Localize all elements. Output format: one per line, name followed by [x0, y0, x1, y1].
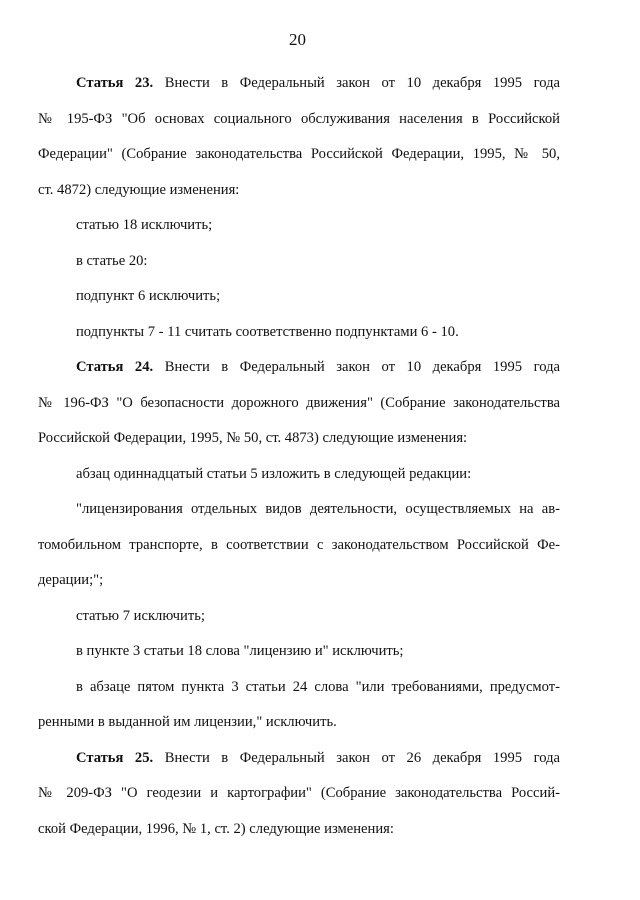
page-number: 20	[289, 30, 306, 49]
article-25-heading: Статья 25.	[76, 749, 154, 766]
article-24-line-1-text: Внести в Федеральный закон от 10 декабря 1995 года	[153, 359, 560, 375]
article-24	[38, 350, 560, 741]
article-23-line-1	[38, 66, 560, 102]
article-23-item-2: в статье 20:	[76, 252, 148, 269]
article-23-item-4: подпункты 7 - 11 считать соответственно подпунктами 6 - 10.	[76, 323, 459, 340]
article-25-line-2: № 209-ФЗ "О геодезии и картографии" (Собрание законодательства Россий-	[38, 785, 560, 801]
article-24-line-3: Российской Федерации, 1995, № 50, ст. 4873) следующие изменения:	[38, 430, 468, 446]
article-24-item-3: в пункте 3 статьи 18 слова "лицензию и" исключить;	[76, 643, 404, 659]
article-24-quote-1: "лицензирования отдельных видов деятельности, осуществляемых на ав-	[76, 501, 560, 517]
article-24-item-4a: в абзаце пятом пункта 3 статьи 24 слова "или требованиями, предусмот-	[76, 678, 560, 695]
article-25-line-1	[38, 741, 560, 777]
article-25-line-3: ской Федерации, 1996, № 1, ст. 2) следующие изменения:	[38, 820, 394, 837]
article-23	[38, 66, 560, 350]
article-24-item-2: статью 7 исключить;	[76, 607, 205, 624]
article-25-line-1-text: Внести в Федеральный закон от 26 декабря 1995 года	[153, 749, 560, 766]
article-24-line-2: № 196-ФЗ "О безопасности дорожного движения" (Собрание законодательства	[38, 394, 560, 411]
article-24-quote-2: томобильном транспорте, в соответствии с законодательством Российской Фе-	[38, 536, 560, 553]
article-24-line-1	[38, 350, 560, 386]
article-23-heading: Статья 23.	[76, 75, 154, 91]
article-24-item-4b: ренными в выданной им лицензии," исключить.	[38, 714, 337, 730]
article-24-quote-3: дерации;";	[38, 572, 104, 588]
article-24-item-1: абзац одиннадцатый статьи 5 изложить в следующей редакции:	[76, 465, 472, 482]
article-23-line-4: ст. 4872) следующие изменения:	[38, 181, 240, 198]
document-body	[38, 66, 560, 847]
article-23-line-3: Федерации" (Собрание законодательства Российской Федерации, 1995, № 50,	[38, 146, 560, 162]
article-23-line-2: № 195-ФЗ "Об основах социального обслуживания населения в Российской	[38, 110, 560, 127]
article-24-heading: Статья 24.	[76, 359, 154, 375]
article-23-line-1-text: Внести в Федеральный закон от 10 декабря 1995 года	[153, 75, 560, 91]
article-25	[38, 741, 560, 848]
article-23-item-3: подпункт 6 исключить;	[76, 288, 221, 304]
article-23-item-1: статью 18 исключить;	[76, 217, 213, 233]
